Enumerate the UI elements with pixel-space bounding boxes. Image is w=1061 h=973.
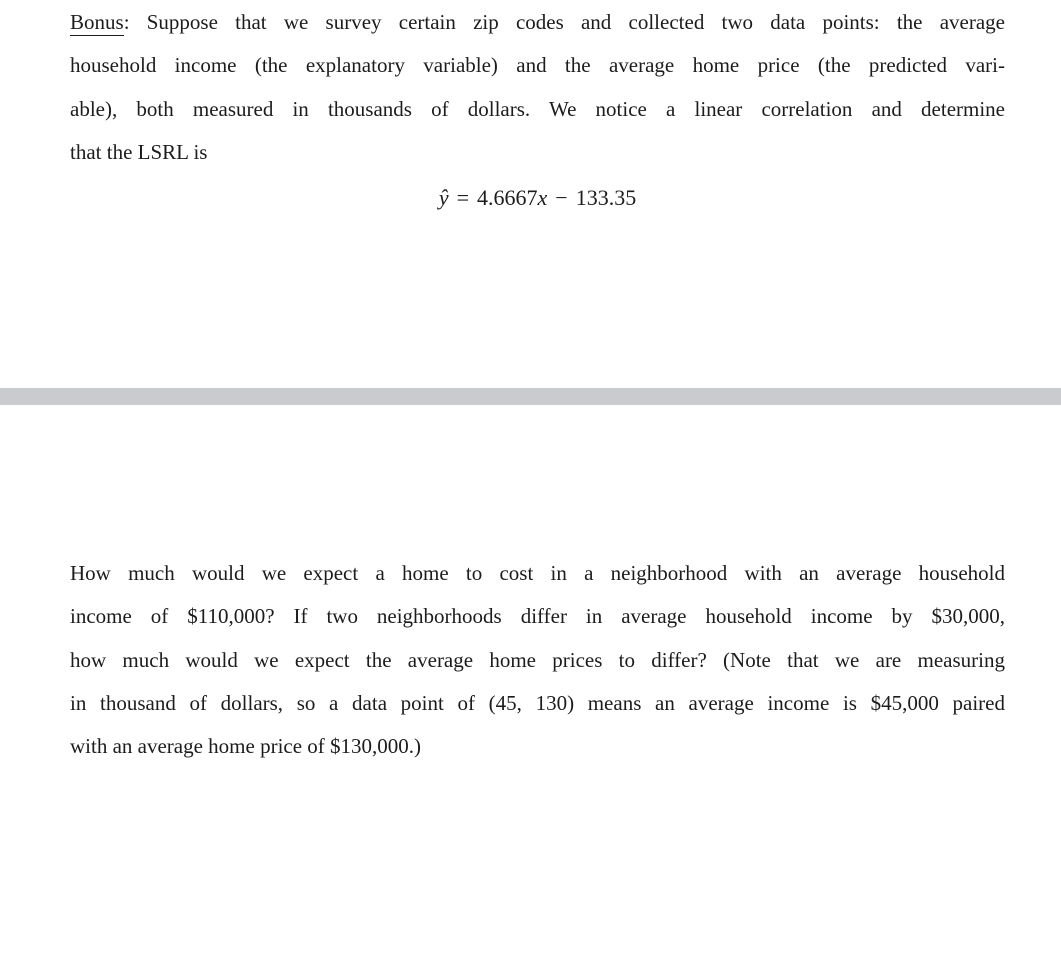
- text-line: income of $110,000? If two neighborhoods differ in average household income by $30,000,: [70, 604, 1005, 629]
- minus-sign: −: [555, 185, 568, 210]
- problem-statement: [70, 1, 1005, 174]
- text-line: How much would we expect a home to cost in a neighborhood with an average household: [70, 561, 1005, 585]
- y-hat-variable: ŷ: [438, 185, 449, 210]
- text-line: how much would we expect the average home prices to differ? (Note that we are measuring: [70, 647, 1005, 672]
- bonus-label: Bonus: [70, 10, 124, 34]
- text-line: household income (the explanatory variable) and the average home price (the predicted vari-: [70, 53, 1005, 78]
- text-line: in thousand of dollars, so a data point of (45, 130) means an average income is $45,000 paired: [70, 690, 1005, 715]
- slope-coefficient: 4.6667: [477, 185, 538, 210]
- intercept-value: 133.35: [575, 185, 637, 210]
- equals-sign: =: [456, 185, 469, 210]
- text-line: [70, 1, 1005, 44]
- x-variable: x: [537, 185, 548, 210]
- lsrl-equation: [70, 176, 1005, 219]
- text-line-rest: : Suppose that we survey certain zip codes and collected two data points: the average: [123, 10, 1005, 34]
- page-separator: [0, 388, 1061, 405]
- question-paragraph: [70, 552, 1005, 768]
- document-page-1: [0, 0, 1061, 388]
- document-page-2: [0, 405, 1061, 973]
- text-line: that the LSRL is: [70, 139, 208, 164]
- text-line: with an average home price of $130,000.): [70, 734, 422, 759]
- text-line: able), both measured in thousands of dollars. We notice a linear correlation and determine: [70, 96, 1005, 121]
